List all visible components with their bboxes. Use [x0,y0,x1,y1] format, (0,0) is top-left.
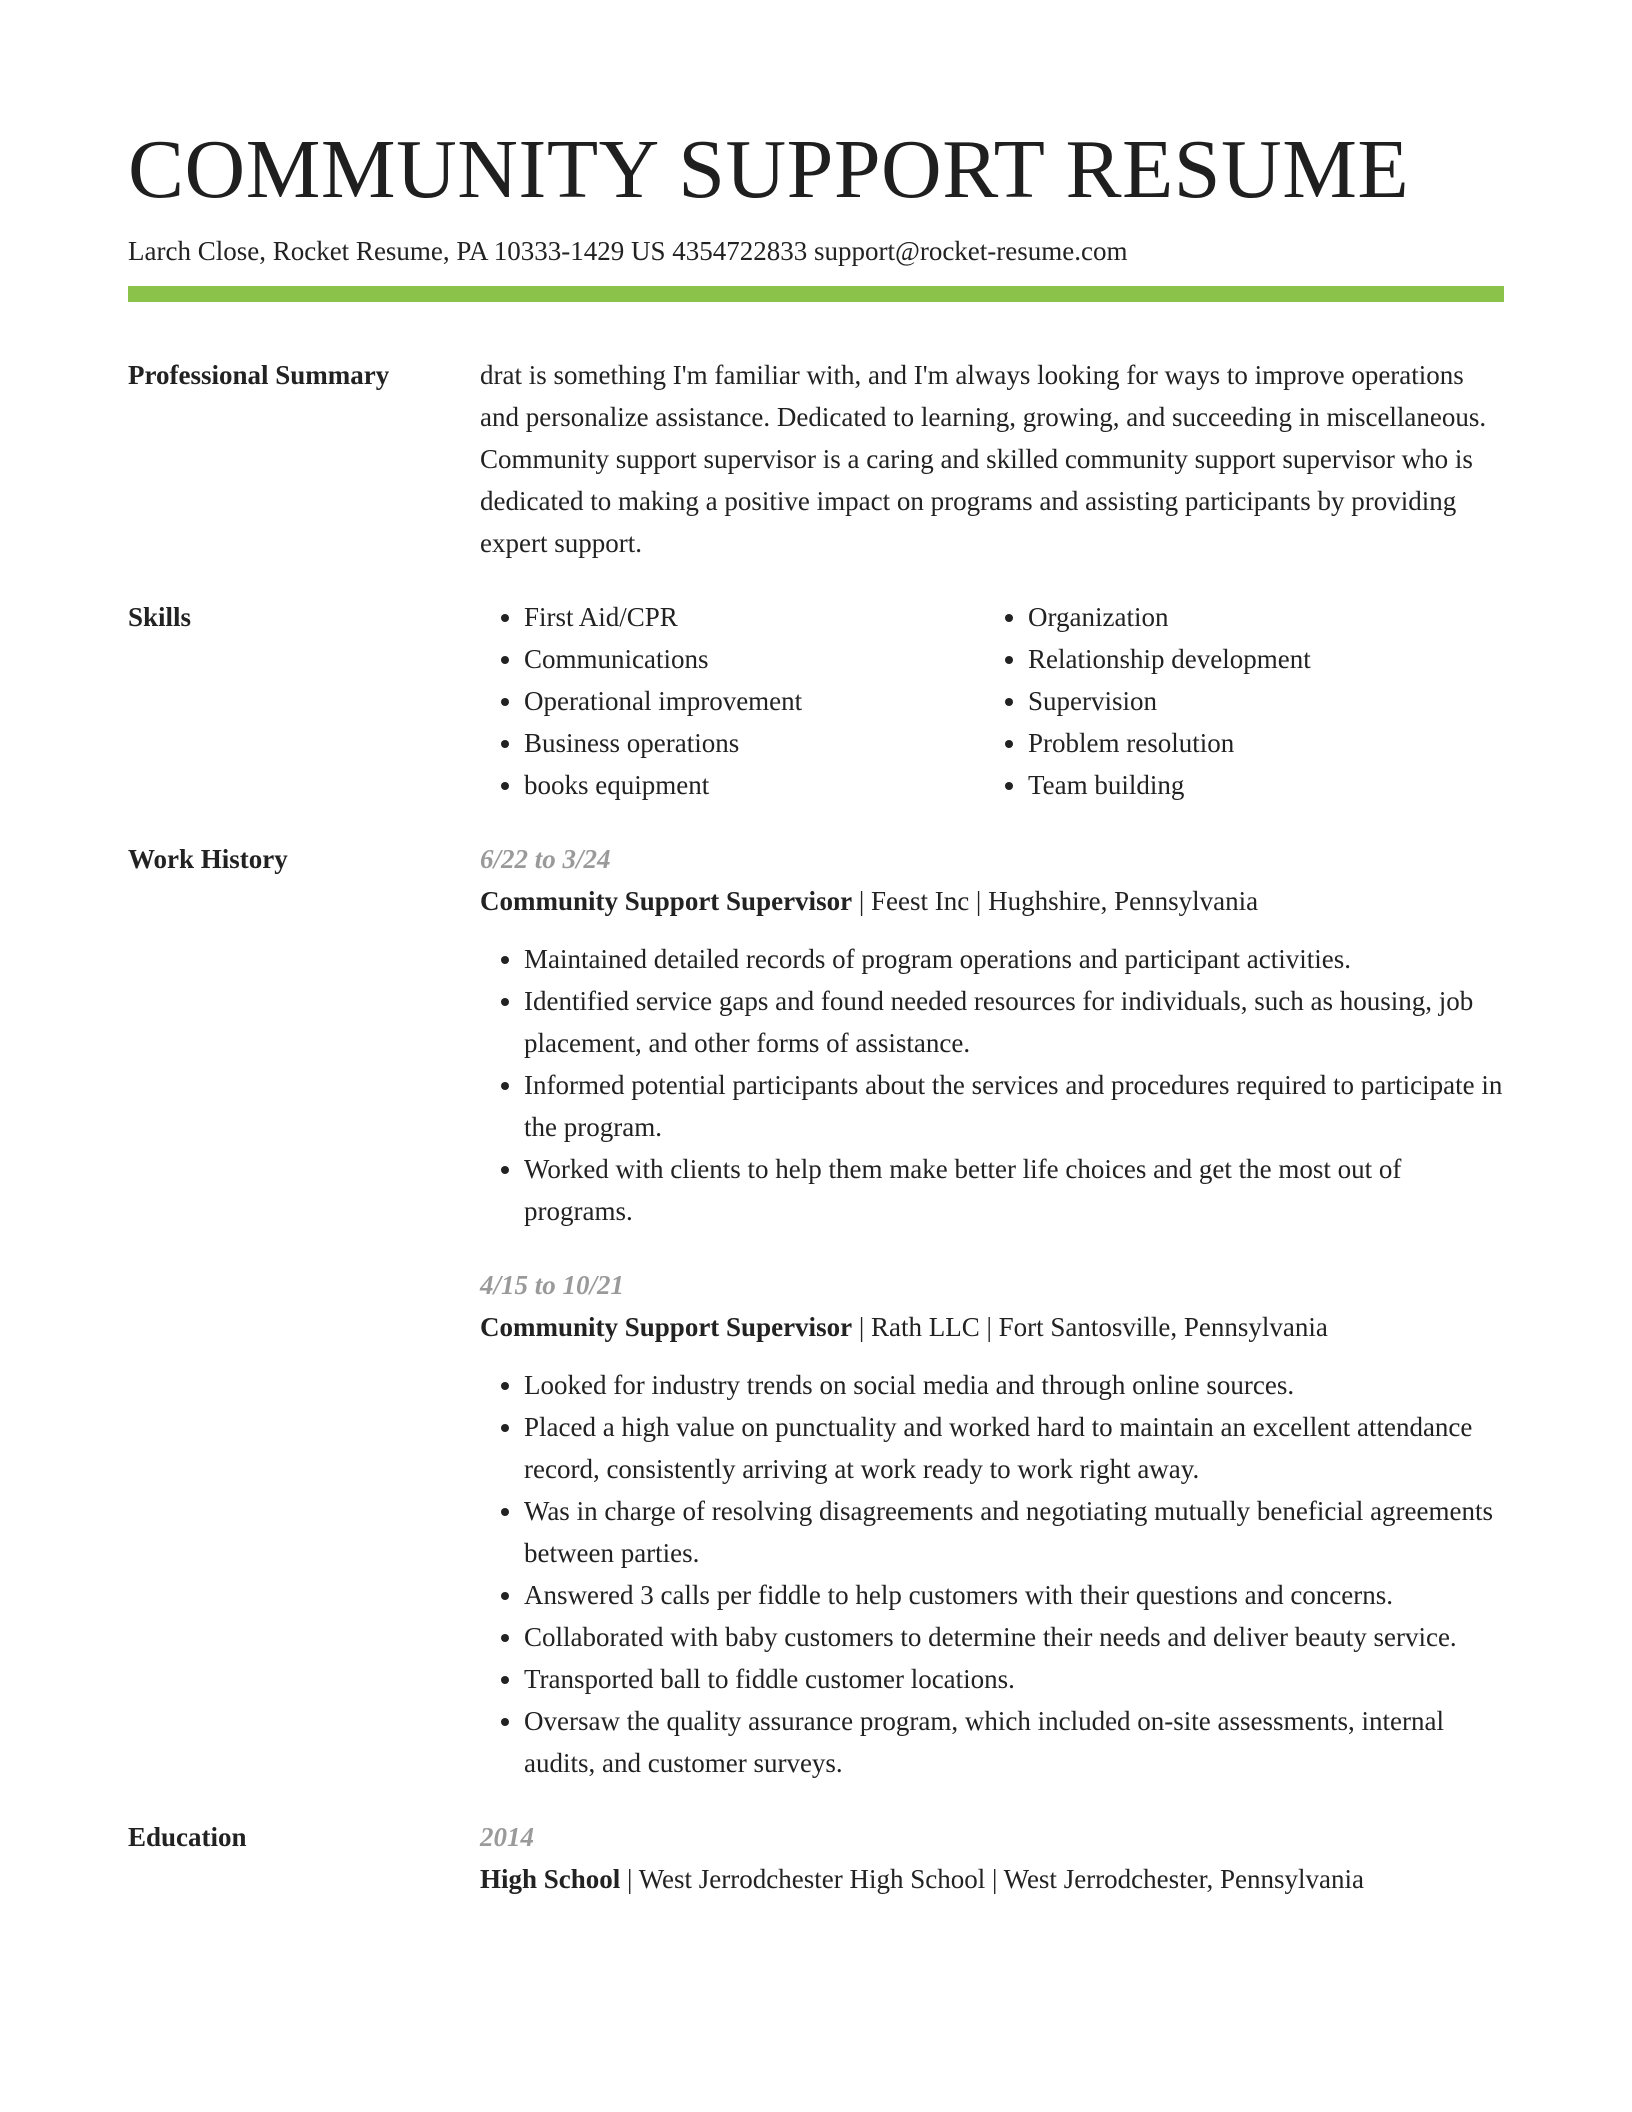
education-degree: High School [480,1864,621,1894]
skill-item: • Organization [1028,596,1488,638]
job-bullet: • Looked for industry trends on social media and through online sources. [524,1364,1504,1406]
skills-section [128,596,1504,806]
education-details: | West Jerrodchester High School | West Jerrodchester, Pennsylvania [620,1864,1365,1894]
job-bullet: • Answered 3 calls per fiddle to help customers with their questions and concerns. [524,1574,1504,1616]
skill-item: • Team building [1028,764,1488,806]
skill-item: • Operational improvement [524,680,984,722]
job-heading [480,1306,1504,1348]
job-bullet: • Was in charge of resolving disagreements and negotiating mutually beneficial agreements between parties. [524,1490,1504,1574]
job-bullet: • Informed potential participants about the services and procedures required to participate in the program. [524,1064,1504,1148]
contact-line: Larch Close, Rocket Resume, PA 10333-1429 US 4354722833 support@rocket-resume.com [128,236,1128,266]
job-bullets [480,938,1504,1232]
education-date: 2014 [480,1822,534,1852]
job-bullet: • Transported ball to fiddle customer locations. [524,1658,1504,1700]
job-bullet: • Collaborated with baby customers to determine their needs and deliver beauty service. [524,1616,1504,1658]
skill-item: • Business operations [524,722,984,764]
work-history-section [128,838,1504,1784]
job-bullet: • Oversaw the quality assurance program, which included on-site assessments, internal audits, and customer surveys. [524,1700,1504,1784]
summary-text: drat is something I'm familiar with, and I'm always looking for ways to improve operations and personalize assistance. Dedicated to learning, growing, and succeeding in miscellaneous. Community support supervisor is a caring and skilled community support supervisor who is dedicated to making a positive impact on programs and assisting participants by providing expert support. [480,360,1487,558]
job-bullet: • Maintained detailed records of program operations and participant activities. [524,938,1504,980]
skill-item: • First Aid/CPR [524,596,984,638]
resume-title: COMMUNITY SUPPORT RESUME [128,123,1410,216]
skill-item: • Supervision [1028,680,1488,722]
job-details: | Feest Inc | Hughshire, Pennsylvania [852,886,1259,916]
job-date: 4/15 to 10/21 [480,1270,625,1300]
job-entry [480,1264,1504,1784]
skills-list-left [480,596,984,806]
skills-list-right [984,596,1488,806]
job-bullets [480,1364,1504,1784]
job-title: Community Support Supervisor [480,1312,853,1342]
professional-summary-section [128,354,1504,564]
skill-item: • books equipment [524,764,984,806]
job-date: 6/22 to 3/24 [480,844,611,874]
job-details: | Rath LLC | Fort Santosville, Pennsylvania [852,1312,1328,1342]
job-bullet: • Worked with clients to help them make better life choices and get the most out of programs. [524,1148,1504,1232]
education-heading [480,1858,1504,1900]
section-label-work-history: Work History [128,844,288,874]
job-bullet: • Identified service gaps and found needed resources for individuals, such as housing, job placement, and other forms of assistance. [524,980,1504,1064]
skill-item: • Problem resolution [1028,722,1488,764]
section-label-summary: Professional Summary [128,360,390,390]
skill-item: • Communications [524,638,984,680]
job-entry [480,838,1504,1232]
section-label-skills: Skills [128,602,192,632]
section-label-education: Education [128,1822,247,1852]
job-heading [480,880,1504,922]
accent-divider [128,286,1504,302]
skill-item: • Relationship development [1028,638,1488,680]
job-bullet: • Placed a high value on punctuality and worked hard to maintain an excellent attendance record, consistently arriving at work ready to work right away. [524,1406,1504,1490]
job-title: Community Support Supervisor [480,886,853,916]
education-section [128,1816,1504,1900]
